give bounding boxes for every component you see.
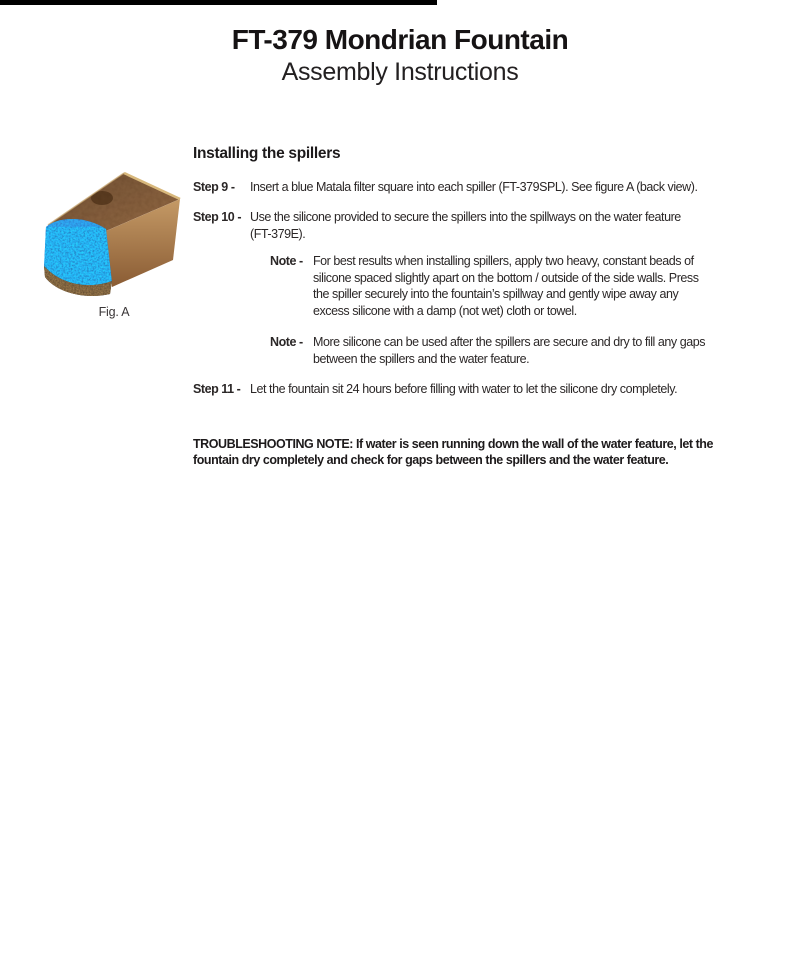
spiller-photo (42, 165, 186, 299)
note-2-text: More silicone can be used after the spillers are secure and dry to fill any gaps between the spillers and the water feature. (313, 335, 706, 366)
figure-caption: Fig. A (98, 305, 130, 319)
step-11-label: Step 11 - (193, 382, 241, 396)
step-10-label: Step 10 - (193, 210, 242, 224)
step-9 (193, 179, 793, 196)
note-1-text: For best results when installing spillers, apply two heavy, constant beads of silicone spaced slightly apart on the bottom / outside of the side walls. Press the spiller securely into the fountain’s spillway and gently wipe away any excess silicone with a damp (not wet) cloth or towel. (313, 254, 699, 318)
step-11 (193, 381, 793, 398)
note-2-label: Note - (270, 335, 303, 349)
step-10-text: Use the silicone provided to secure the spillers into the spillways on the water feature (FT-379E). (250, 210, 681, 241)
note-1 (270, 253, 793, 319)
step-9-label: Step 9 - (193, 179, 235, 194)
note-1-label: Note - (270, 254, 303, 268)
step-11-text: Let the fountain sit 24 hours before filling with water to let the silicone dry completely. (250, 382, 678, 396)
instructions-content (193, 146, 793, 469)
document-title: FT-379 Mondrian Fountain (231, 24, 569, 55)
note-2 (270, 334, 793, 367)
document-subtitle: Assembly Instructions (281, 58, 519, 86)
section-heading: Installing the spillers (193, 145, 341, 162)
page-edge-bar (0, 0, 437, 5)
step-10 (193, 209, 793, 242)
troubleshooting-note: TROUBLESHOOTING NOTE: If water is seen running down the wall of the water feature, let the fountain dry completely and check for gaps between the spillers and the water feature. (193, 436, 713, 467)
step-9-text: Insert a blue Matala filter square into each spiller (FT-379SPL). See figure A (back view). (250, 179, 698, 194)
document-header (0, 24, 800, 87)
figure-a (40, 165, 188, 319)
